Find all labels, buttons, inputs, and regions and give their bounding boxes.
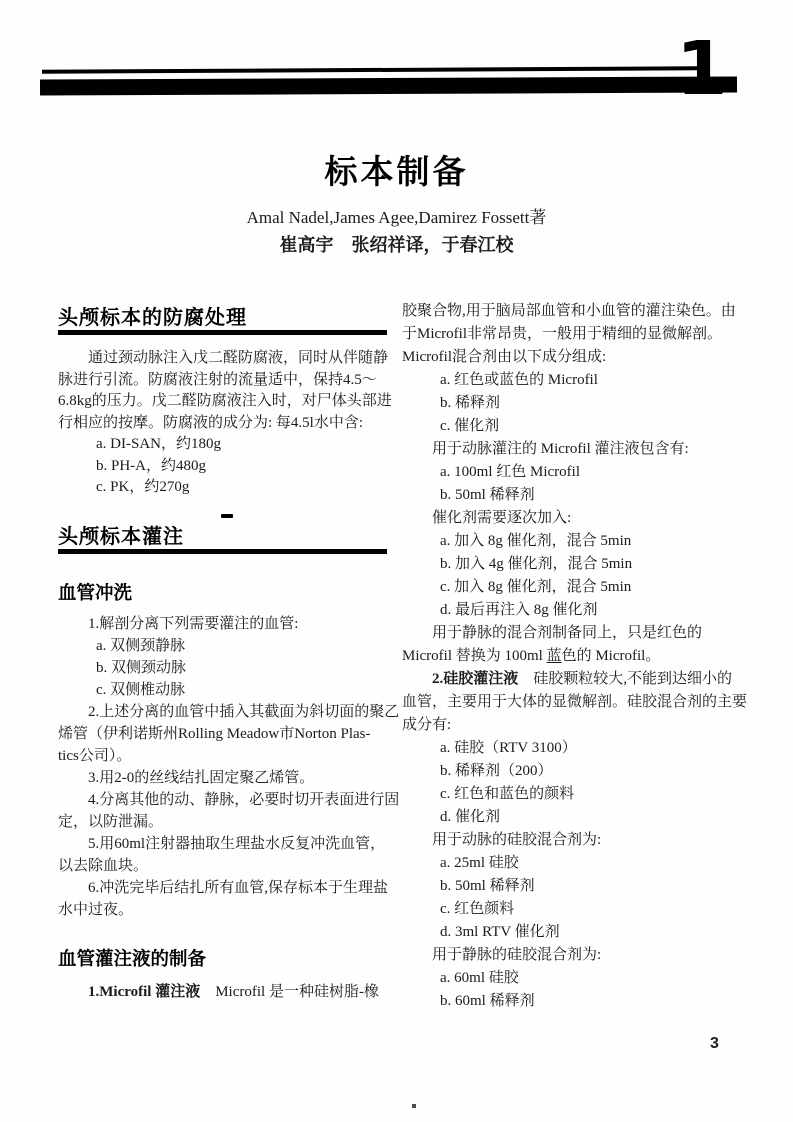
text-line: d. 最后再注入 8g 催化剂 xyxy=(440,602,598,618)
text-line: a. 25ml 硅胶 xyxy=(440,855,519,871)
text-line: 6.8kg的压力。戊二醛防腐液注入时，对尸体头部进 xyxy=(58,393,392,409)
translators-line: 崔高宇 张绍祥译，于春江校 xyxy=(279,235,514,255)
top-thick-bar xyxy=(40,76,737,95)
top-thin-rule xyxy=(42,66,698,73)
text-line: b. PH-A，约480g xyxy=(96,457,207,474)
text-line: c. 双侧椎动脉 xyxy=(96,682,186,698)
text-line: 成分有: xyxy=(402,717,452,733)
text-line: c. 加入 8g 催化剂，混合 5min xyxy=(440,579,632,595)
text-line: 通过颈动脉注入戊二醛防腐液，同时从伴随静 xyxy=(88,350,389,366)
text-line: a. DI-SAN，约180g xyxy=(96,436,221,452)
text-line: b. 加入 4g 催化剂，混合 5min xyxy=(440,556,633,572)
text-line: 1.Microfil 灌注液 Microfil 是一种硅树脂-橡 xyxy=(88,984,379,1000)
chapter-number: 1 xyxy=(676,26,728,112)
text-line: 用于静脉的硅胶混合剂为: xyxy=(432,947,602,963)
text-line: c. 红色颜料 xyxy=(440,901,515,917)
text-line: a. 红色或蓝色的 Microfil xyxy=(440,372,598,388)
text-line: 2.硅胶灌注液 硅胶颗粒较大,不能到达细小的 xyxy=(432,671,733,687)
text-line: c. 红色和蓝色的颜料 xyxy=(440,786,575,802)
text-line: 血管，主要用于大体的显微解剖。硅胶混合剂的主要 xyxy=(402,694,748,710)
section-heading-perfusion: 头颅标本灌注 xyxy=(58,526,184,548)
text-line: tics公司）。 xyxy=(58,748,132,764)
text-line: 于Microfil非常昂贵，一般用于精细的显微解剖。 xyxy=(402,326,722,342)
text-line: c. PK，约270g xyxy=(96,479,190,495)
text-line: b. 稀释剂 xyxy=(440,395,501,411)
text-line: 4.分离其他的动、静脉，必要时切开表面进行固 xyxy=(88,792,400,808)
text-line: 5.用60ml注射器抽取生理盐水反复冲洗血管， xyxy=(88,836,386,852)
text-line: 行相应的按摩。防腐液的成分为: 每4.5l水中含: xyxy=(58,414,364,431)
section-heading-rule xyxy=(58,549,387,554)
text-line: a. 加入 8g 催化剂，混合 5min xyxy=(440,533,632,549)
text-line: Microfil 替换为 100ml 蓝色的 Microfil。 xyxy=(402,648,661,664)
right-column-body xyxy=(402,300,748,1013)
subsection-vessel-flushing-body xyxy=(58,613,400,921)
scan-speck xyxy=(221,514,233,518)
subsection-heading-vessel-flushing: 血管冲洗 xyxy=(58,584,133,604)
text-line: 3.用2-0的丝线结扎固定聚乙烯管。 xyxy=(88,770,315,786)
text-line: 脉进行引流。防腐液注射的流量适中，保持4.5～ xyxy=(58,371,377,388)
text-line: 定，以防泄漏。 xyxy=(58,814,164,830)
text-line: 烯管（伊利诺斯州Rolling Meadow市Norton Plas- xyxy=(58,726,371,742)
text-line: Microfil混合剂由以下成分组成: xyxy=(402,349,607,365)
text-line: c. 催化剂 xyxy=(440,418,500,434)
text-line: d. 催化剂 xyxy=(440,809,501,825)
text-line: 催化剂需要逐次加入: xyxy=(432,510,572,526)
page-number: 3 xyxy=(710,1035,719,1052)
text-line: 2.上述分离的血管中插入其截面为斜切面的聚乙 xyxy=(88,704,400,720)
page-title: 标本制备 xyxy=(324,155,469,191)
text-line: 用于动脉的硅胶混合剂为: xyxy=(432,832,602,848)
text-line: 6.冲洗完毕后结扎所有血管,保存标本于生理盐 xyxy=(88,880,389,896)
text-line: b. 稀释剂（200） xyxy=(440,763,553,779)
authors-line: Amal Nadel,James Agee,Damirez Fossett著 xyxy=(246,208,547,227)
section-heading-rule xyxy=(58,330,387,335)
text-line: 水中过夜。 xyxy=(58,902,134,918)
section-heading-preservation: 头颅标本的防腐处理 xyxy=(58,307,247,329)
subsection-heading-perfusate-preparation: 血管灌注液的制备 xyxy=(58,950,207,970)
text-line: 用于动脉灌注的 Microfil 灌注液包含有: xyxy=(432,441,689,457)
text-line: 用于静脉的混合剂制备同上，只是红色的 xyxy=(432,625,703,641)
text-line: b. 双侧颈动脉 xyxy=(96,660,187,676)
text-line: 1.解剖分离下列需要灌注的血管: xyxy=(88,616,299,632)
text-line: b. 50ml 稀释剂 xyxy=(440,487,535,503)
section-preservation-body xyxy=(58,348,392,499)
text-line: 胶聚合物,用于脑局部血管和小血管的灌注染色。由 xyxy=(402,303,736,319)
text-line: a. 100ml 红色 Microfil xyxy=(440,464,580,480)
text-line: b. 60ml 稀释剂 xyxy=(440,993,535,1009)
text-line: a. 双侧颈静脉 xyxy=(96,638,186,654)
text-line: a. 60ml 硅胶 xyxy=(440,970,519,986)
text-line: b. 50ml 稀释剂 xyxy=(440,878,535,894)
text-line: a. 硅胶（RTV 3100） xyxy=(440,740,577,756)
text-line: d. 3ml RTV 催化剂 xyxy=(440,924,560,940)
subsection-perfusate-preparation-body xyxy=(58,981,388,1003)
scan-speck xyxy=(412,1104,416,1108)
text-line: 以去除血块。 xyxy=(58,858,149,874)
